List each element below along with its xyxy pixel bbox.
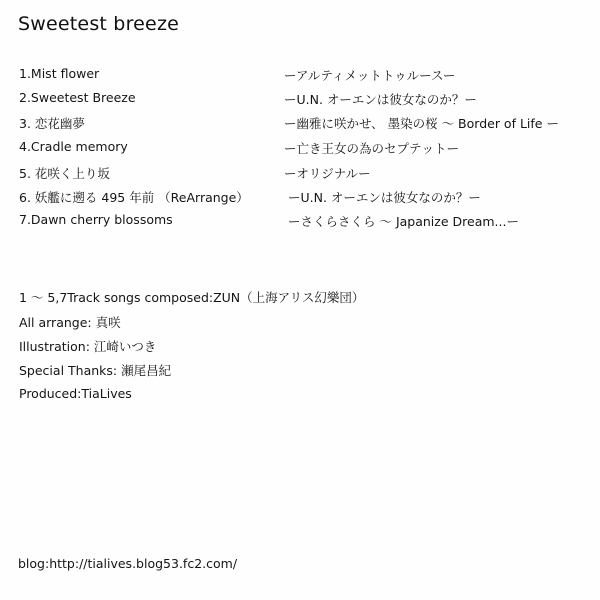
- credit-illustration: Illustration: 江崎いつき: [19, 339, 157, 354]
- track-origin: ーU.N. オーエンは彼女なのか？ー: [284, 92, 477, 107]
- track-origin: ーアルティメットトゥルースー: [284, 68, 456, 83]
- credit-arrange: All arrange: 真咲: [19, 315, 121, 330]
- track-row-1: [0, 66, 600, 86]
- track-name: 7.Dawn cherry blossoms: [19, 212, 173, 227]
- track-origin: ーさくらさくら ～ Japanize Dream...ー: [288, 214, 519, 229]
- track-name: 2.Sweetest Breeze: [19, 90, 136, 105]
- track-name: 5. 花咲く上り坂: [19, 166, 110, 181]
- track-row-3: [0, 114, 600, 134]
- track-origin: ー亡き王女の為のセプテットー: [284, 141, 460, 156]
- track-row-6: [0, 188, 600, 208]
- track-row-4: [0, 139, 600, 159]
- blog-url: blog:http://tialives.blog53.fc2.com/: [18, 556, 238, 571]
- track-origin: ー幽雅に咲かせ、 墨染の桜 ～ Border of Life ー: [284, 116, 559, 131]
- credit-produced: Produced:TiaLives: [19, 386, 132, 401]
- track-name: 6. 妖艦に遡る 495 年前 （ReArrange）: [19, 190, 249, 205]
- credit-special-thanks: Special Thanks: 瀬尾昌紀: [19, 363, 172, 378]
- track-row-5: [0, 164, 600, 184]
- track-name: 3. 恋花幽夢: [19, 116, 85, 131]
- track-row-2: [0, 90, 600, 110]
- credit-composed: 1 ～ 5,7Track songs composed:ZUN（上海アリス幻樂団）: [19, 290, 365, 305]
- album-title: Sweetest breeze: [18, 13, 180, 35]
- track-name: 1.Mist flower: [19, 66, 100, 81]
- track-origin: ーU.N. オーエンは彼女なのか？ー: [288, 190, 481, 205]
- track-row-7: [0, 212, 600, 232]
- track-origin: ーオリジナルー: [284, 166, 371, 181]
- track-name: 4.Cradle memory: [19, 139, 128, 154]
